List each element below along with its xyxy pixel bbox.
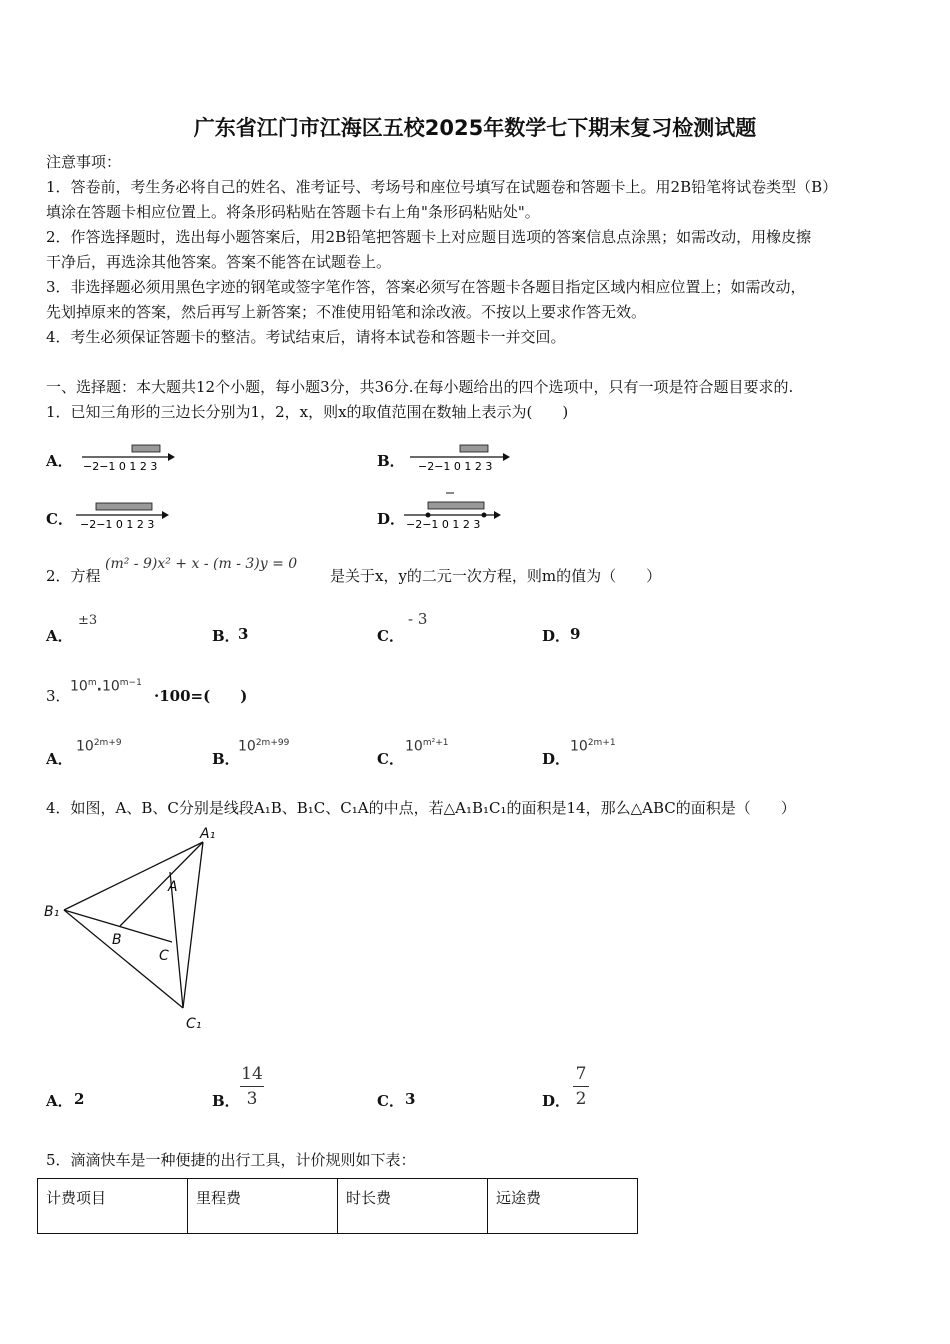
q1-option-c-label: C． xyxy=(46,510,73,528)
q4-option-d-label: D． xyxy=(542,1092,571,1110)
section-heading: 一、选择题：本大题共12个小题，每小题3分，共36分.在每小题给出的四个选项中，只有一项是符合题目要求的. xyxy=(46,378,794,396)
q4-option-a-value: 2 xyxy=(74,1090,85,1108)
denominator: 3 xyxy=(246,1089,258,1109)
q2-option-c-label: C． xyxy=(377,627,404,645)
question-2-equation: (m² - 9)x² + x - (m - 3)y = 0 xyxy=(105,556,298,572)
q1-option-a-label: A． xyxy=(46,452,73,470)
notice-line: 干净后，再选涂其他答案。答案不能答在试题卷上。 xyxy=(46,253,392,271)
expr-b-base: 10 xyxy=(101,678,120,695)
table-header-cell: 远途费 xyxy=(488,1179,638,1234)
q3-option-a-label: A． xyxy=(46,750,73,768)
notice-line: 2．作答选择题时，选出每小题答案后，用2B铅笔把答题卡上对应题目选项的答案信息点涂黑；如需改动，用橡皮擦 xyxy=(46,228,812,246)
q1-option-b-label: B． xyxy=(377,452,405,470)
q1-option-c-number-line xyxy=(74,498,174,534)
numerator: 14 xyxy=(241,1064,263,1084)
question-2-stem-suffix: 是关于x，y的二元一次方程，则m的值为（ ） xyxy=(330,567,662,585)
q3-option-c-value: $10^{m^2+1}$ xyxy=(405,738,449,755)
q4-triangle-figure xyxy=(40,822,230,1034)
question-3-stem-prefix: 3． xyxy=(46,687,71,705)
axis-label: −2−1 0 1 2 3 xyxy=(80,518,155,531)
table-row xyxy=(38,1179,638,1234)
question-3-expression: $10^m.10^{m-1}$ xyxy=(70,678,142,695)
q4-option-b-label: B． xyxy=(212,1092,240,1110)
q1-option-d-number-line xyxy=(402,488,507,534)
page-title: 广东省江门市江海区五校2025年数学七下期末复习检测试题 xyxy=(193,116,757,140)
fee-table xyxy=(37,1178,638,1234)
question-3-stem-suffix: ·100=( ) xyxy=(154,687,248,705)
expr-a-base: 10 xyxy=(70,678,88,695)
table-header-cell: 时长费 xyxy=(338,1179,488,1234)
notice-line: 1．答卷前，考生务必将自己的姓名、准考证号、考场号和座位号填写在试题卷和答题卡上。用2B铅笔将试卷类型（B） xyxy=(46,178,838,196)
expr-b-exp: m−1 xyxy=(119,678,142,688)
q2-option-b-value: 3 xyxy=(238,625,249,643)
q2-option-d-label: D． xyxy=(542,627,571,645)
q3-option-b-value: $10^{2m+99}$ xyxy=(238,738,290,755)
axis-label: −2−1 0 1 2 3 xyxy=(406,518,481,531)
q2-option-c-value: - 3 xyxy=(408,610,428,628)
q3-option-d-value: $10^{2m+1}$ xyxy=(570,738,616,755)
q2-option-b-label: B． xyxy=(212,627,240,645)
question-5-stem: 5．滴滴快车是一种便捷的出行工具，计价规则如下表： xyxy=(46,1151,416,1169)
q2-option-a-value: ±3 xyxy=(78,613,98,628)
notice-line: 先划掉原来的答案，然后再写上新答案；不准使用铅笔和涂改液。不按以上要求作答无效。 xyxy=(46,303,647,321)
q4-option-a-label: A． xyxy=(46,1092,73,1110)
q3-option-c-label: C． xyxy=(377,750,404,768)
question-4-stem: 4．如图，A、B、C分别是线段A₁B、B₁C、C₁A的中点，若△A₁B₁C₁的面积是14，那么△ABC的面积是（ ） xyxy=(46,799,796,817)
notice-line: 填涂在答题卡相应位置上。将条形码粘贴在答题卡右上角"条形码粘贴处"。 xyxy=(46,203,540,221)
label-c1: C₁ xyxy=(186,1016,202,1032)
label-c: C xyxy=(159,948,169,964)
table-header-cell: 计费项目 xyxy=(38,1179,188,1234)
notice-heading: 注意事项： xyxy=(46,153,122,171)
notice-line: 3．非选择题必须用黑色字迹的钢笔或签字笔作答，答案必须写在答题卡各题目指定区域内相应位置上；如需改动， xyxy=(46,278,806,296)
q1-option-d-label: D． xyxy=(377,510,406,528)
denominator: 2 xyxy=(575,1089,587,1109)
label-a: A xyxy=(168,879,178,895)
notice-line: 4．考生必须保证答题卡的整洁。考试结束后，请将本试卷和答题卡一并交回。 xyxy=(46,328,566,346)
label-a1: A₁ xyxy=(200,826,216,842)
question-2-stem-prefix: 2．方程 xyxy=(46,567,101,585)
label-b1: B₁ xyxy=(44,904,60,920)
table-header-cell: 里程费 xyxy=(188,1179,338,1234)
q2-option-a-label: A． xyxy=(46,627,73,645)
numerator: 7 xyxy=(575,1064,587,1084)
q1-option-a-number-line xyxy=(80,440,175,476)
axis-label: −2−1 0 1 2 3 xyxy=(418,460,493,473)
q3-option-a-value: $10^{2m+9}$ xyxy=(76,738,122,755)
label-b: B xyxy=(112,932,122,948)
q3-option-d-label: D． xyxy=(542,750,571,768)
q1-option-b-number-line xyxy=(408,440,513,476)
axis-label: −2−1 0 1 2 3 xyxy=(83,460,158,473)
q4-option-b-fraction xyxy=(240,1064,264,1109)
q3-option-b-label: B． xyxy=(212,750,240,768)
question-1-stem: 1．已知三角形的三边长分别为1，2，x，则x的取值范围在数轴上表示为( ) xyxy=(46,403,569,421)
q4-option-d-fraction xyxy=(573,1064,589,1109)
expr-a-exp: m xyxy=(87,678,97,688)
q4-option-c-value: 3 xyxy=(405,1090,416,1108)
q2-option-d-value: 9 xyxy=(570,625,581,643)
q4-option-c-label: C． xyxy=(377,1092,404,1110)
